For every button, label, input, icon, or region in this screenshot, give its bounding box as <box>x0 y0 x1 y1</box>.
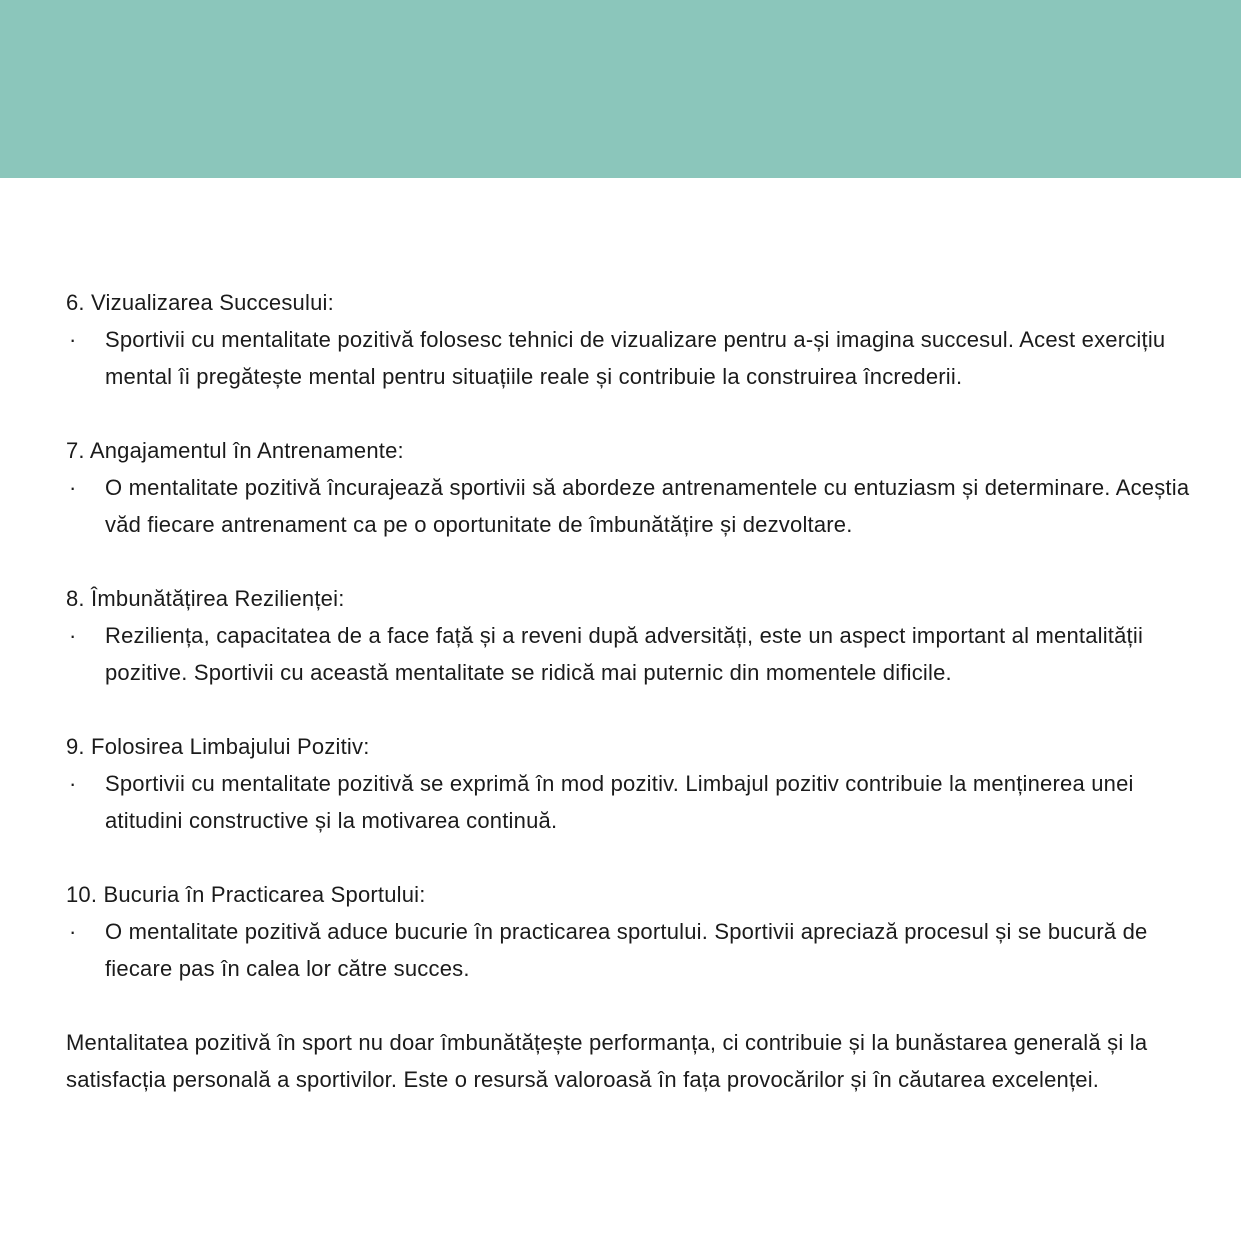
bullet-text: Sportivii cu mentalitate pozitivă folosesc tehnici de vizualizare pentru a-și imagina succesul. Acest exercițiu mental îi pregătește mental pentru situațiile reale și contribuie la construirea încrederii. <box>105 327 1166 389</box>
bullet-item <box>66 321 1191 395</box>
bullet-item <box>66 469 1191 543</box>
section-heading: 7. Angajamentul în Antrenamente: <box>66 438 404 463</box>
section-heading: 9. Folosirea Limbajului Pozitiv: <box>66 734 370 759</box>
bullet-text: Sportivii cu mentalitate pozitivă se exprimă în mod pozitiv. Limbajul pozitiv contribuie la menținerea unei atitudini constructive și la motivarea continuă. <box>105 771 1134 833</box>
section-heading: 8. Îmbunătățirea Rezilienței: <box>66 586 345 611</box>
bullet-icon: · <box>69 771 77 796</box>
section-heading: 6. Vizualizarea Succesului: <box>66 290 334 315</box>
document-content <box>0 178 1241 1098</box>
section-8 <box>66 580 1191 691</box>
bullet-icon: · <box>69 623 77 648</box>
section-6 <box>66 284 1191 395</box>
bullet-item <box>66 617 1191 691</box>
section-7 <box>66 432 1191 543</box>
bullet-icon: · <box>69 327 77 352</box>
bullet-item <box>66 765 1191 839</box>
bullet-text: O mentalitate pozitivă aduce bucurie în practicarea sportului. Sportivii apreciază procesul și se bucură de fiecare pas în calea lor către succes. <box>105 919 1148 981</box>
bullet-item <box>66 913 1191 987</box>
section-heading: 10. Bucuria în Practicarea Sportului: <box>66 882 426 907</box>
closing-paragraph: Mentalitatea pozitivă în sport nu doar îmbunătățește performanța, ci contribuie și la bunăstarea generală și la satisfacția personală a sportivilor. Este o resursă valoroasă în fața provocărilor și în căutarea excelenței. <box>66 1030 1148 1092</box>
section-9 <box>66 728 1191 839</box>
bullet-text: Reziliența, capacitatea de a face față și a reveni după adversități, este un aspect important al mentalității pozitive. Sportivii cu această mentalitate se ridică mai puternic din momentele dificile. <box>105 623 1144 685</box>
bullet-text: O mentalitate pozitivă încurajează sportivii să abordeze antrenamentele cu entuziasm și determinare. Aceștia văd fiecare antrenament ca pe o oportunitate de îmbunătățire și dezvoltare. <box>105 475 1190 537</box>
bullet-icon: · <box>69 475 77 500</box>
bullet-icon: · <box>69 919 77 944</box>
section-10 <box>66 876 1191 987</box>
header-band <box>0 0 1241 178</box>
